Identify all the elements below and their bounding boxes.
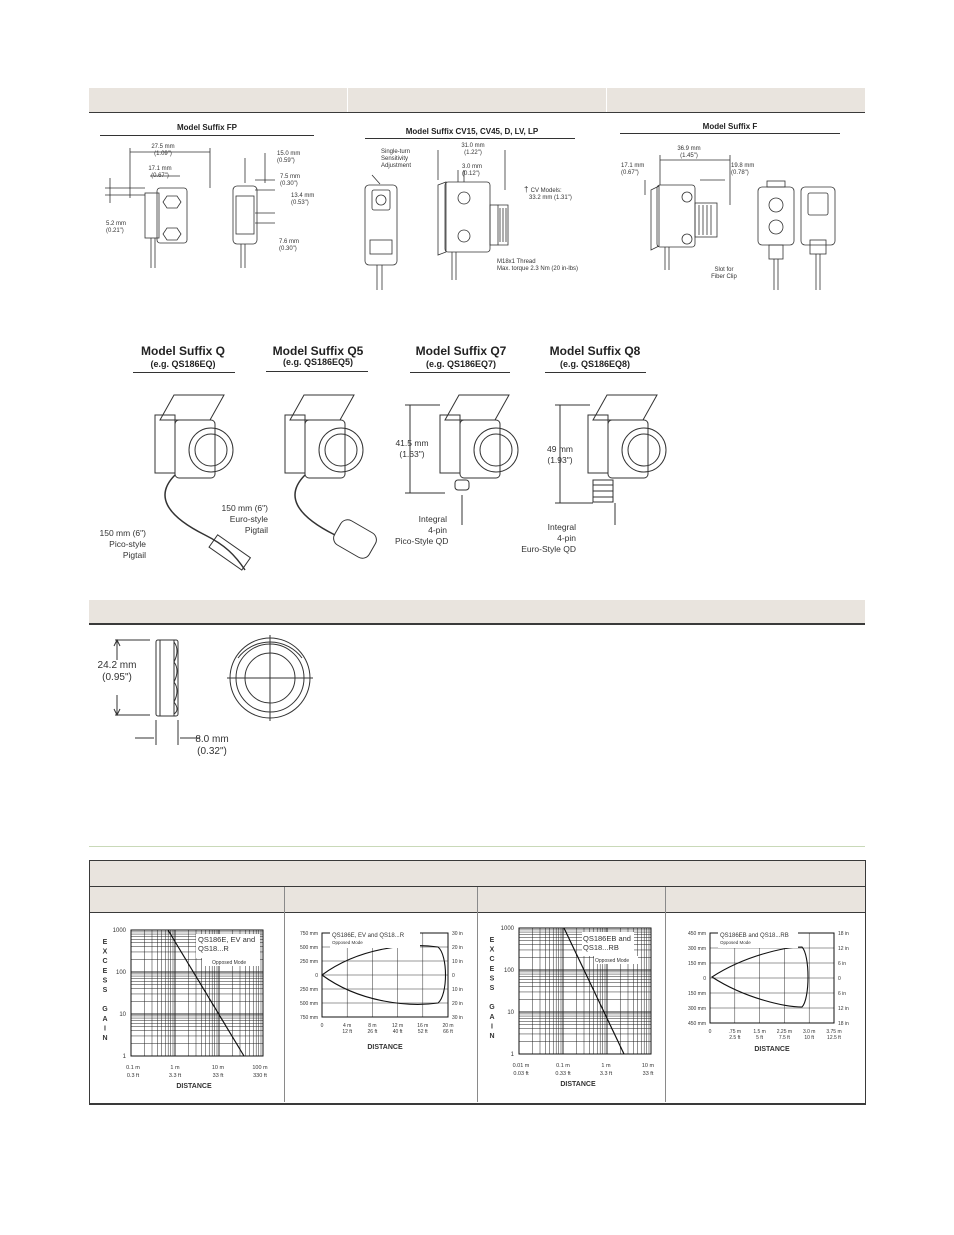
nut-width-label: 8.0 mm (0.32") <box>195 734 229 757</box>
section-divider <box>89 846 865 847</box>
y-tick: 18 in <box>838 1021 849 1027</box>
q8-qd-label: Integral 4-pin Euro-Style QD <box>521 522 576 554</box>
f-dim-1: 36.9 mm (1.45") <box>677 146 701 159</box>
fp-title-rule <box>100 135 314 136</box>
y-tick: 30 in <box>452 931 463 937</box>
q7-qd-label: Integral 4-pin Pico-Style QD <box>395 514 449 546</box>
y-tick: 1 <box>510 1052 514 1058</box>
y-tick: 450 mm <box>687 931 706 937</box>
x-tick: 12 m <box>392 1023 404 1029</box>
chart-excess-gain-2 <box>484 920 674 1095</box>
x-tick: 1.5 m <box>753 1029 766 1035</box>
y-axis-letter: A <box>102 1015 108 1023</box>
fp-dim-5: 7.5 mm (0.30") <box>280 174 301 187</box>
f-title-rule <box>620 133 840 134</box>
chart-beam-pattern-2 <box>676 925 866 1065</box>
excess-gain-2-legend-1: QS186EB and <box>583 934 631 943</box>
y-axis-letter: E <box>489 937 495 944</box>
q5-subtitle: (e.g. QS186EQ5) <box>282 357 354 367</box>
y-tick: 0 <box>315 973 318 979</box>
q-sensor-drawings <box>95 385 695 595</box>
y-axis-label <box>102 939 108 1042</box>
y-axis-letter: E <box>102 939 108 946</box>
x-tick: 66 ft <box>443 1029 453 1035</box>
y-tick: 0 <box>838 976 841 982</box>
cv-note-cv: † CV Models: 33.2 mm (1.31") <box>524 185 572 201</box>
x-tick: 0 <box>320 1023 324 1029</box>
q-pigtail-label: 150 mm (6") Pico-style Pigtail <box>99 528 146 560</box>
chart-excess-gain-1 <box>96 922 286 1097</box>
x-tick: 10 ft <box>804 1035 815 1041</box>
y-tick: 250 mm <box>299 959 318 965</box>
q5-pigtail-label: 150 mm (6") Euro-style Pigtail <box>221 503 268 535</box>
nut-height-label: 24.2 mm (0.95") <box>97 660 137 683</box>
cv-title-rule <box>365 138 575 139</box>
y-tick: 6 in <box>838 961 847 967</box>
y-axis-letter: S <box>489 975 495 983</box>
x-tick: 12 ft <box>342 1029 353 1035</box>
cv-title: Model Suffix CV15, CV45, D, LV, LP <box>405 127 539 136</box>
x-tick: 52 ft <box>417 1029 428 1035</box>
y-axis-letter: E <box>489 965 495 973</box>
y-axis-letter: S <box>489 985 495 992</box>
y-tick: 1000 <box>112 928 126 934</box>
y-axis-letter: X <box>102 948 108 956</box>
x-tick: 16 m <box>417 1023 429 1029</box>
x-tick: 12.5 ft <box>827 1035 841 1041</box>
x-tick: 0.33 ft <box>555 1071 571 1077</box>
q7-title: Model Suffix Q7 <box>415 344 507 358</box>
q-title-rule <box>133 372 235 373</box>
x-tick: 3.75 m <box>826 1029 842 1035</box>
nut-header-band <box>89 600 865 625</box>
beam-pattern-2-mode: Opposed Mode <box>720 940 751 945</box>
x-tick: 4 m <box>343 1023 352 1029</box>
y-axis-letter: I <box>104 1025 106 1033</box>
fp-dim-2: 17.1 mm (0.67") <box>148 166 172 179</box>
q8-subtitle: (e.g. QS186EQ8) <box>559 359 631 369</box>
x-tick: 1 m <box>601 1063 611 1069</box>
y-axis-label <box>489 937 495 1040</box>
y-tick: 150 mm <box>687 961 706 967</box>
y-tick: 300 mm <box>687 946 706 952</box>
cv-note-adjust: Single-turn Sensitivity Adjustment <box>381 149 412 169</box>
excess-gain-2-mode: Opposed Mode <box>595 958 630 964</box>
y-tick: 12 in <box>838 1006 849 1012</box>
y-tick: 6 in <box>838 991 847 997</box>
fp-title: Model Suffix FP <box>177 123 237 132</box>
excess-gain-1-legend-1: QS186E, EV and <box>198 935 256 944</box>
y-axis-letter: A <box>489 1013 495 1021</box>
q7-height-label: 41.5 mm (1.63") <box>395 438 429 459</box>
top-band-divider <box>347 88 348 112</box>
y-tick: 0 <box>452 973 455 979</box>
x-tick: 3.0 m <box>802 1029 816 1035</box>
q8-height-label: 49 mm (1.93") <box>547 444 573 465</box>
x-tick: 3.3 ft <box>599 1071 613 1077</box>
x-tick: 0.03 ft <box>513 1071 529 1077</box>
y-tick: 1000 <box>500 926 514 932</box>
x-tick: 33 ft <box>212 1073 224 1079</box>
y-axis-letter: G <box>489 1004 495 1012</box>
q5-title: Model Suffix Q5 <box>272 344 364 358</box>
y-axis-letter: S <box>102 987 108 994</box>
x-tick: .75 m <box>728 1029 742 1035</box>
y-tick: 100 <box>115 970 126 976</box>
q8-title: Model Suffix Q8 <box>549 344 641 358</box>
y-tick: 100 <box>503 968 514 974</box>
excess-gain-1-mode: Opposed Mode <box>212 960 247 966</box>
y-tick: 0 <box>703 976 706 982</box>
beam-pattern-1-legend: QS186E, EV and QS18...R <box>332 933 405 939</box>
q-title: Model Suffix Q <box>141 344 225 358</box>
q8-title-rule <box>545 372 646 373</box>
excess-gain-2-legend-2: QS18...RB <box>583 943 619 952</box>
y-tick: 150 mm <box>687 991 706 997</box>
y-tick: 500 mm <box>299 945 318 951</box>
y-axis-letter: C <box>102 958 108 966</box>
y-tick: 10 in <box>452 959 463 965</box>
y-tick: 500 mm <box>299 1001 318 1007</box>
x-axis-label: DISTANCE <box>560 1081 596 1088</box>
top-band-divider <box>606 88 607 112</box>
cv-dim-2: 3.0 mm (0.12") <box>462 164 483 177</box>
y-tick: 10 in <box>452 987 463 993</box>
x-tick: 10 m <box>641 1063 655 1069</box>
fp-dim-3: 5.2 mm (0.21") <box>106 221 127 234</box>
y-axis-letter: N <box>102 1035 108 1042</box>
y-tick: 750 mm <box>299 931 318 937</box>
x-tick: 3.3 ft <box>168 1073 182 1079</box>
beam-pattern-1-mode: Opposed Mode <box>332 940 363 945</box>
x-tick: 7.5 ft <box>778 1035 790 1041</box>
cv-dim-1: 31.0 mm (1.22") <box>461 143 485 156</box>
y-axis-letter: E <box>102 967 108 975</box>
beam-pattern-2-legend: QS186EB and QS18...RB <box>720 933 789 939</box>
y-axis-letter: X <box>489 946 495 954</box>
x-tick: 5 ft <box>756 1035 764 1041</box>
q7-subtitle: (e.g. QS186EQ7) <box>425 359 497 369</box>
y-tick: 450 mm <box>687 1021 706 1027</box>
y-tick: 20 in <box>452 945 463 951</box>
x-tick: 26 ft <box>367 1029 378 1035</box>
f-title: Model Suffix F <box>702 122 758 131</box>
y-tick: 18 in <box>838 931 849 937</box>
beam-pattern-2-curve <box>712 947 808 1007</box>
y-axis-letter: C <box>489 956 495 964</box>
y-axis-letter: G <box>102 1006 108 1014</box>
q-subtitle: (e.g. QS186EQ) <box>150 359 216 369</box>
y-tick: 10 <box>119 1012 126 1018</box>
cv-note-thread: M18x1 Thread Max. torque 2.3 Nm (20 in-lbs) <box>497 259 579 272</box>
fp-dim-6: 13.4 mm (0.53") <box>291 193 315 206</box>
y-tick: 750 mm <box>299 1015 318 1021</box>
f-note-slot: Slot for Fiber Clip <box>711 267 737 280</box>
x-tick: 40 ft <box>392 1029 403 1035</box>
fp-dim-7: 7.6 mm (0.30") <box>279 239 300 252</box>
fp-dim-1: 27.5 mm (1.09") <box>151 144 175 157</box>
x-tick: 0 <box>708 1029 712 1035</box>
top-header-band <box>89 88 865 113</box>
x-tick: 10 m <box>211 1065 225 1071</box>
excess-gain-1-legend-2: QS18...R <box>198 944 229 953</box>
x-tick: 20 m <box>442 1023 454 1029</box>
x-axis-label: DISTANCE <box>754 1046 790 1053</box>
chart-beam-pattern-1 <box>290 925 480 1065</box>
x-tick: 0.1 m <box>126 1065 140 1071</box>
y-tick: 10 <box>507 1010 514 1016</box>
y-axis-letter: N <box>489 1033 495 1040</box>
y-tick: 12 in <box>838 946 849 952</box>
x-tick: 8 m <box>368 1023 377 1029</box>
x-tick: 1 m <box>170 1065 180 1071</box>
x-tick: 330 ft <box>253 1073 267 1079</box>
q7-title-rule <box>410 372 510 373</box>
x-axis-label: DISTANCE <box>367 1044 403 1051</box>
y-tick: 1 <box>122 1054 126 1060</box>
x-tick: 0.1 m <box>556 1063 570 1069</box>
x-tick: 2.5 ft <box>729 1035 741 1041</box>
fp-dim-4: 15.0 mm (0.59") <box>277 151 301 164</box>
q5-title-rule <box>266 371 368 372</box>
chart-header-band <box>90 861 865 887</box>
x-tick: 33 ft <box>642 1071 654 1077</box>
y-axis-letter: I <box>491 1023 493 1031</box>
f-dim-3: 19.8 mm (0.78") <box>731 163 755 176</box>
y-tick: 20 in <box>452 1001 463 1007</box>
f-dim-2: 17.1 mm (0.67") <box>621 163 645 176</box>
y-tick: 250 mm <box>299 987 318 993</box>
x-tick: 100 m <box>252 1065 268 1071</box>
x-tick: 2.25 m <box>776 1029 793 1035</box>
x-tick: 0.3 ft <box>126 1073 140 1079</box>
y-axis-letter: S <box>102 977 108 985</box>
x-axis-label: DISTANCE <box>176 1083 212 1090</box>
y-tick: 300 mm <box>687 1006 706 1012</box>
y-tick: 30 in <box>452 1015 463 1021</box>
x-tick: 0.01 m <box>512 1063 530 1069</box>
